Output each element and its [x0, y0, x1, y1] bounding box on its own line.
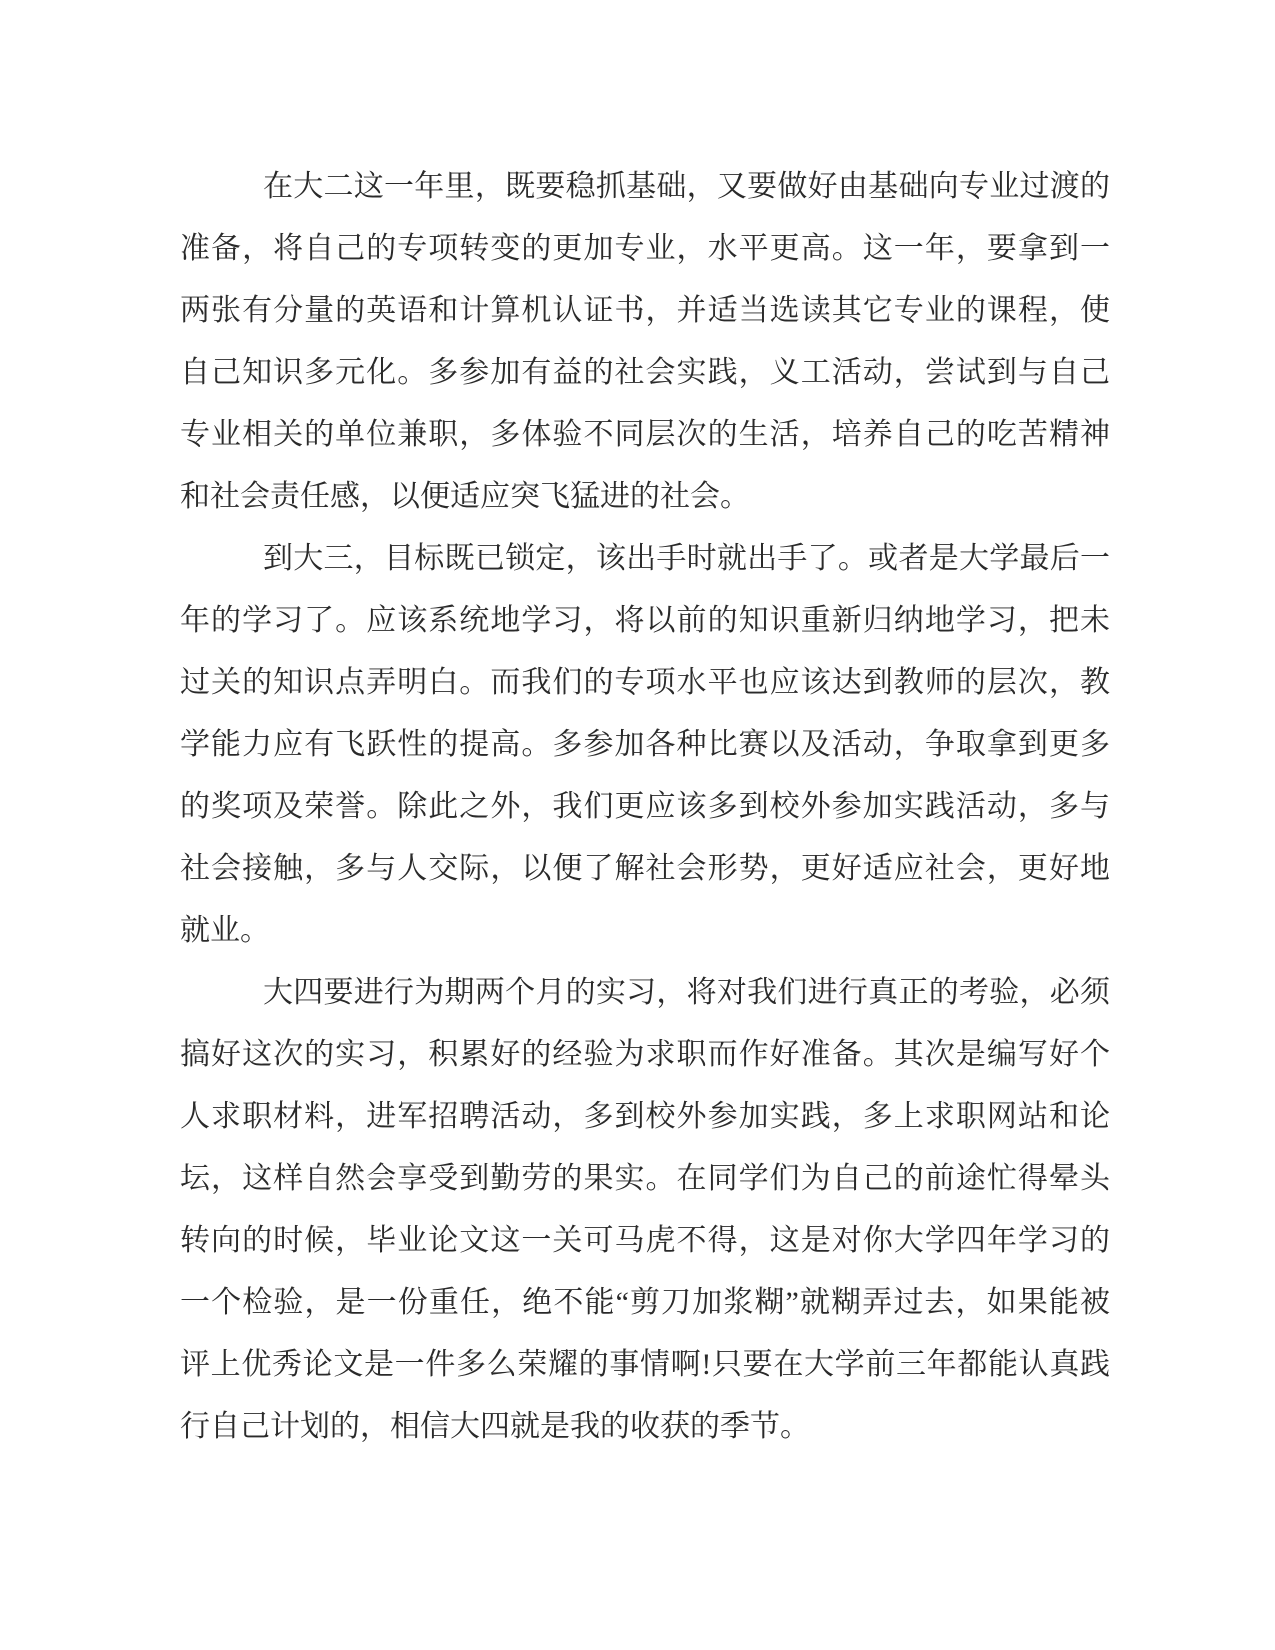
text-line: 准备，将自己的专项转变的更加专业，水平更高。这一年，要拿到一 — [180, 232, 1110, 265]
text-line: 自己知识多元化。多参加有益的社会实践，义工活动，尝试到与自己 — [180, 356, 1110, 389]
text-line: 专业相关的单位兼职，多体验不同层次的生活，培养自己的吃苦精神 — [180, 418, 1110, 451]
text-line: 就业。 — [180, 914, 270, 947]
text-line: 社会接触，多与人交际，以便了解社会形势，更好适应社会，更好地 — [180, 852, 1110, 885]
text-line: 一个检验，是一份重任，绝不能“剪刀加浆糊”就糊弄过去，如果能被 — [180, 1286, 1110, 1319]
text-line: 到大三，目标既已锁定，该出手时就出手了。或者是大学最后一 — [263, 542, 1110, 575]
text-line: 大四要进行为期两个月的实习，将对我们进行真正的考验，必须 — [263, 976, 1110, 1009]
text-line: 人求职材料，进军招聘活动，多到校外参加实践，多上求职网站和论 — [180, 1100, 1110, 1133]
paragraph-3 — [180, 962, 1110, 1458]
text-line: 年的学习了。应该系统地学习，将以前的知识重新归纳地学习，把未 — [180, 604, 1110, 637]
text-line: 在大二这一年里，既要稳抓基础，又要做好由基础向专业过渡的 — [263, 170, 1110, 203]
paragraph-2 — [180, 528, 1110, 962]
text-line: 的奖项及荣誉。除此之外，我们更应该多到校外参加实践活动，多与 — [180, 790, 1110, 823]
text-line: 两张有分量的英语和计算机认证书，并适当选读其它专业的课程，使 — [180, 294, 1110, 327]
text-line: 和社会责任感，以便适应突飞猛进的社会。 — [180, 480, 750, 513]
document-body — [180, 156, 1110, 1458]
paragraph-1 — [180, 156, 1110, 528]
text-line: 评上优秀论文是一件多么荣耀的事情啊!只要在大学前三年都能认真践 — [180, 1348, 1110, 1381]
text-line: 行自己计划的，相信大四就是我的收获的季节。 — [180, 1410, 810, 1443]
text-line: 转向的时候，毕业论文这一关可马虎不得，这是对你大学四年学习的 — [180, 1224, 1110, 1257]
text-line: 坛，这样自然会享受到勤劳的果实。在同学们为自己的前途忙得晕头 — [180, 1162, 1110, 1195]
text-line: 学能力应有飞跃性的提高。多参加各种比赛以及活动，争取拿到更多 — [180, 728, 1110, 761]
text-line: 搞好这次的实习，积累好的经验为求职而作好准备。其次是编写好个 — [180, 1038, 1110, 1071]
text-line: 过关的知识点弄明白。而我们的专项水平也应该达到教师的层次，教 — [180, 666, 1110, 699]
